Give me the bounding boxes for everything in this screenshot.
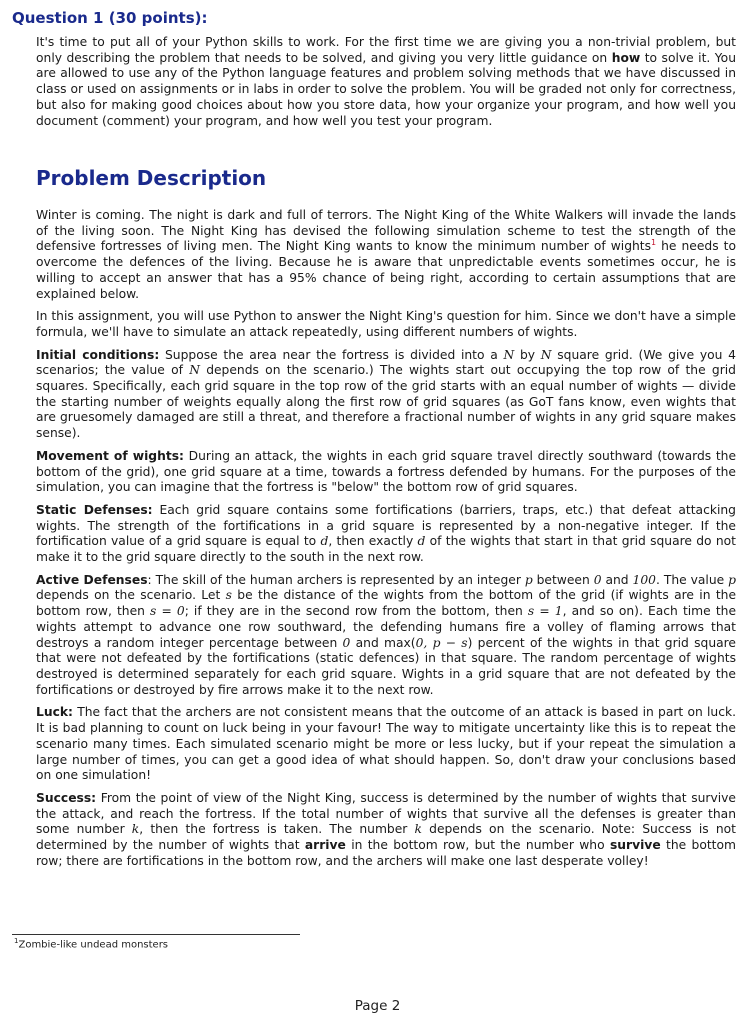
initial-conditions-paragraph: Initial conditions: Suppose the area near the fortress is divided into a N by N square grid. (We give you 4 scenarios; the value of N depends on the scenario.) The wights start out occupying the top row of the grid squares. Specifically, each grid square in the top row of the grid starts with an equal number of wights — divide the starting number of weights equally along the first row of grid squares (as GoT fans know, even wights that are gruesomely damaged are still a threat, and therefore a fractional number of wights in any grid square makes sense). <box>36 347 736 441</box>
intro-block <box>36 35 736 136</box>
active-defenses-paragraph: Active Defenses: The skill of the human archers is represented by an integer p between 0 and 100. The value p depends on the scenario. Let s be the distance of the wights from the bottom of the grid (if wights are in the bottom row, then s = 0; if they are in the second row from the bottom, then s = 1, and so on). Each time the wights attempt to advance one row southward, the defending humans fire a volley of flaming arrows that destroys a random integer percentage between 0 and max(0, p − s) percent of the wights in that grid square that were not defeated by the fortifications (static defences) in that square. The random percentage of wights destroyed is determined separately for each grid square. Wights in a grid square that are not defeated by the fortifications or destroyed by fire arrows make it to the next row. <box>36 572 737 697</box>
problem-body <box>36 208 736 876</box>
winter-paragraph: Winter is coming. The night is dark and full of terrors. The Night King of the White Walkers will invade the lands of the living soon. The Night King has devised the following simulation scheme to test the strength of the defensive fortresses of living men. The Night King wants to know the minimum number of wights$^1$ he needs to overcome the defences of the living. Because he is aware that unpredictable events sometimes occur, he is willing to accept an answer that has a 95% chance of being right, according to certain assumptions that are explained below. <box>36 208 736 301</box>
movement-paragraph: Movement of wights: During an attack, the wights in each grid square travel directly southward (towards the bottom of the grid), one grid square at a time, towards a fortress defended by humans. For the purposes of the simulation, you can imagine that the fortress is "below" the bottom row of grid squares. <box>36 448 737 495</box>
question-title: Question 1 (30 points): <box>12 9 208 27</box>
section-heading: Problem Description <box>36 166 267 190</box>
footnote-mark: 1 <box>14 937 19 945</box>
luck-paragraph: Luck: The fact that the archers are not consistent means that the outcome of an attack is based in part on luck. It is bad planning to count on luck being in your favour! The way to mitigate uncertainty like this is to repeat the scenario many times. Each simulated scenario might be more or less lucky, but if your repeat the simulation a large number of times, you can get a good idea of what should happen. So, don't draw your conclusions based on one simulation! <box>36 705 736 783</box>
success-paragraph: Success: From the point of view of the Night King, success is determined by the number of wights that survive the attack, and reach the fortress. If the total number of wights that survive all the defenses is greater than some number k, then the fortress is taken. The number k depends on the scenario. Note: Success is not determined by the number of wights that arrive in the bottom row, but the number who survive the bottom row; there are fortifications in the bottom row, and the archers will make one last desperate volley! <box>36 790 736 868</box>
footnote-text: Zombie-like undead monsters <box>18 939 169 951</box>
success-label: Success: <box>36 790 97 805</box>
static-defenses-label: Static Defenses: <box>36 502 153 517</box>
assignment-paragraph: In this assignment, you will use Python to answer the Night King's question for him. Since we don't have a simple formula, we'll have to simulate an attack repeatedly, using different numbers of wights. <box>36 309 736 339</box>
active-defenses-label: Active Defenses <box>36 572 148 587</box>
static-defenses-paragraph: Static Defenses: Each grid square contains some fortifications (barriers, traps, etc.) that defeat attacking wights. The strength of the fortifications in a grid square is represented by a non-negative integer. If the fortification value of a grid square is equal to d, then exactly d of the wights that start in that grid square do not make it to the grid square directly to the south in the next row. <box>36 502 736 565</box>
footnote <box>14 937 168 950</box>
luck-label: Luck: <box>36 705 73 720</box>
footnote-reference[interactable]: 1 <box>651 238 657 248</box>
page-number: Page 2 <box>354 998 401 1014</box>
footnote-divider <box>12 934 300 935</box>
movement-label: Movement of wights: <box>36 448 184 463</box>
intro-paragraph: It's time to put all of your Python skills to work. For the first time we are giving you a non-trivial problem, but only describing the problem that needs to be solved, and giving you very little guidance on how to solve it. You are allowed to use any of the Python language features and problem solving methods that we have discussed in class or used on assignments or in labs in order to solve the problem. You will be graded not only for correctness, but also for making good choices about how you store data, how your organize your program, and how well you document (comment) your program, and how well you test your program. <box>36 35 736 128</box>
initial-conditions-label: Initial conditions: <box>36 347 160 362</box>
